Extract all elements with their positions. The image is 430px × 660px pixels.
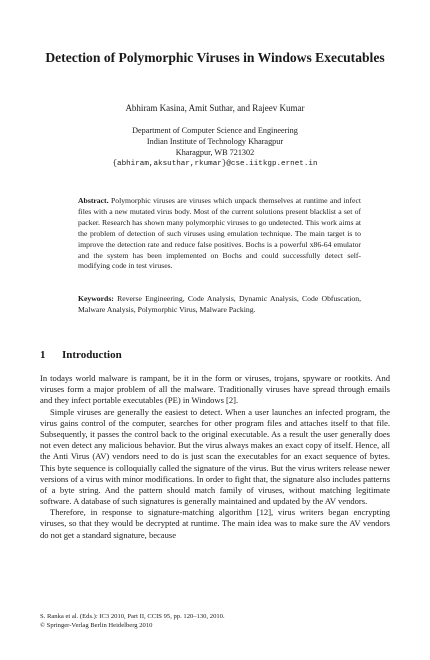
body-paragraph: Therefore, in response to signature-matching algorithm [12], virus writers began encrypting viruses, so that they would be decrypted at runtime. The main idea was to make sure the AV vendors do not get a standard signature, because xyxy=(40,507,390,540)
author-list: Abhiram Kasina, Amit Suthar, and Rajeev Kumar xyxy=(125,103,305,113)
page-footer xyxy=(40,613,390,630)
footer-copyright: © Springer-Verlag Berlin Heidelberg 2010 xyxy=(40,621,153,629)
abstract-label: Abstract. xyxy=(78,196,109,205)
body-paragraph: Simple viruses are generally the easiest to detect. When a user launches an infected program, the virus gains control of the computer, searches for other program files and attaches itself to that file. Subsequently, it passes the control back to the original executable. As a result the user generally does not even detect any malicious behavior. But the virus always makes an exact copy of itself. Hence, all the Anti Virus (AV) vendors need to do is just scan the executables for an exact sequence of bytes. This byte sequence is colloquially called the signature of the virus. But the virus writers release newer versions of a virus with minor modifications. In order to fight that, the signature also includes patterns of a byte string. And the pattern should match family of viruses, without matching legitimate software. A database of such signatures is generally maintained and updated by the AV vendors. xyxy=(40,406,390,507)
affiliation-block xyxy=(40,125,390,170)
author-email: {abhiram,aksuthar,rkumar}@cse.iitkgp.ernet.in xyxy=(112,159,318,168)
section-title: Introduction xyxy=(62,349,122,361)
keywords xyxy=(78,294,361,316)
affiliation-department: Department of Computer Science and Engineering xyxy=(132,126,298,135)
abstract xyxy=(78,196,361,272)
affiliation-address: Kharagpur, WB 721302 xyxy=(175,148,255,158)
section-number: 1 xyxy=(40,349,46,361)
section-heading xyxy=(40,348,390,362)
affiliation-institute: Indian Institute of Technology Kharagpur xyxy=(146,137,284,147)
body-paragraph: In todays world malware is rampant, be it in the form or viruses, trojans, spyware or rootkits. And viruses form a major problem of all the malware. Traditionally viruses have spread through emails and they infect portable executables (PE) in Windows [2]. xyxy=(40,373,390,406)
footer-citation: S. Ranka et al. (Eds.): IC3 2010, Part II, CCIS 95, pp. 120–130, 2010. xyxy=(40,613,225,620)
keywords-label: Keywords: xyxy=(78,294,114,303)
abstract-text: Polymorphic viruses are viruses which unpack themselves at runtime and infect files with a new mutated virus body. Most of the current solutions present blacklist a set of packer. Research has shown many polymorphic viruses to go undetected. This work aims at the problem of detection of such viruses using emulation technique. The main target is to improve the detection rate and reduce false positives. Bochs is a powerful x86-64 emulator and the system has been implemented on Bochs and could successfully detect self-modifying code in test viruses. xyxy=(78,196,361,271)
keywords-text: Reverse Engineering, Code Analysis, Dynamic Analysis, Code Obfuscation, Malware Analysis, Polymorphic Virus, Malware Packing. xyxy=(78,294,362,314)
section-body xyxy=(40,373,390,541)
paper-title: Detection of Polymorphic Viruses in Windows Executables xyxy=(45,50,385,65)
